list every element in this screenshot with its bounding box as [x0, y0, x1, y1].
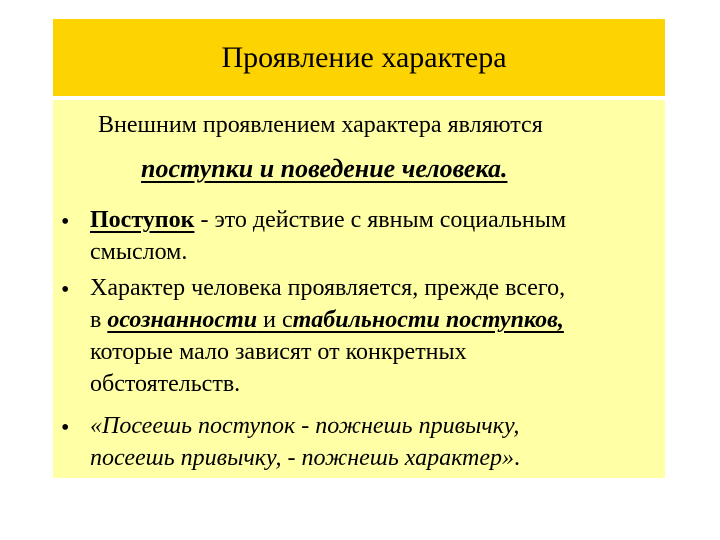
- title-bar: [53, 19, 665, 96]
- bullet-2-line-4: обстоятельств.: [90, 371, 241, 397]
- bullet-marker: •: [61, 277, 70, 303]
- emphasis-text: поступки и поведение человека.: [141, 154, 508, 183]
- bullet-1-line-2: смыслом.: [90, 239, 188, 265]
- bullet-3-line-2: [90, 446, 520, 470]
- word-stability: табильности поступков,: [292, 307, 564, 333]
- proverb-period: .: [514, 445, 521, 471]
- bullet-1-text: - это действие с явным социальным: [194, 207, 567, 233]
- bullet-1-line-1: [90, 208, 566, 232]
- bullet-3-line-1: «Посеешь поступок - пожнешь привычку,: [90, 413, 520, 439]
- bullet-marker: •: [61, 209, 70, 235]
- bullet-2-line-1: Характер человека проявляется, прежде всего,: [90, 275, 566, 301]
- bullet-2-mid: и с: [257, 307, 293, 333]
- page-title: Проявление характера: [221, 40, 507, 74]
- term-postupok: Поступок: [90, 207, 195, 233]
- content-panel: [53, 100, 665, 478]
- word-awareness: осознанности: [107, 307, 258, 333]
- intro-text: Внешним проявлением характера являются: [98, 112, 543, 138]
- bullet-2-line-2: [90, 308, 564, 332]
- bullet-marker: •: [61, 415, 70, 441]
- bullet-2-prefix: в: [90, 307, 108, 333]
- bullet-2-line-3: которые мало зависят от конкретных: [90, 339, 467, 365]
- proverb-end: посеешь привычку, - пожнешь характер»: [90, 445, 515, 471]
